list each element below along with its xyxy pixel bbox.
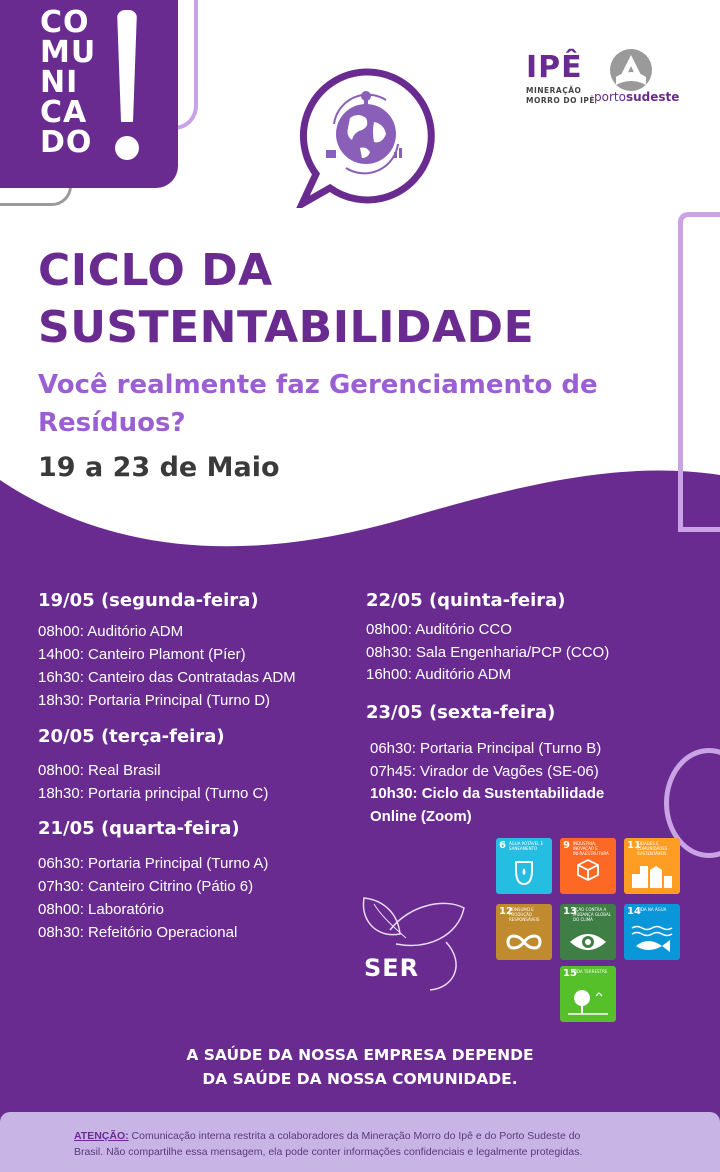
sdg-9-icon	[560, 838, 616, 894]
ipe-logo-sub2: MORRO DO IPÊ	[526, 96, 595, 105]
schedule-item: 10h30: Ciclo da Sustentabilidade	[370, 785, 605, 802]
badge-line-4: CA	[40, 95, 88, 130]
schedule-item: 07h30: Canteiro Citrino (Pátio 6)	[38, 878, 254, 895]
schedule-item: 07h45: Virador de Vagões (SE-06)	[370, 763, 599, 780]
sdg-12-icon	[496, 904, 552, 960]
notice-text-2: Brasil. Não compartilhe essa mensagem, ela pode conter informações confidenciais e legalmente protegidas.	[74, 1146, 583, 1158]
day-heading: 21/05 (quarta-feira)	[38, 818, 240, 839]
page-title-line-2: SUSTENTABILIDADE	[38, 302, 535, 353]
schedule-item: 08h00: Auditório ADM	[38, 623, 184, 640]
day-heading: 19/05 (segunda-feira)	[38, 590, 259, 611]
decorative-frame	[678, 212, 720, 532]
page-title-line-1: CICLO DA	[38, 245, 273, 296]
badge-line-2: MU	[40, 35, 97, 70]
schedule-item: 18h30: Portaria principal (Turno C)	[38, 785, 269, 802]
sdg-number: 6	[499, 840, 506, 851]
sdg-number: 14	[627, 906, 641, 917]
badge-line-3: NI	[40, 65, 79, 100]
day-heading: 20/05 (terça-feira)	[38, 726, 225, 747]
sdg-label: CONSUMO E PRODUÇÃO RESPONSÁVEIS	[509, 907, 540, 922]
sdg-label: CIDADES E COMUNIDADES SUSTENTÁVEIS	[637, 841, 668, 856]
confidentiality-notice	[74, 1128, 674, 1160]
sdg-label: VIDA TERRESTRE	[573, 969, 608, 974]
ps-word-a: porto	[594, 90, 626, 104]
sdg-label: AÇÃO CONTRA A MUDANÇA GLOBAL DO CLIMA	[573, 907, 611, 922]
motto-line-1: A SAÚDE DA NOSSA EMPRESA DEPENDE	[186, 1046, 534, 1064]
badge-line-1: CO	[40, 5, 90, 40]
day-heading: 23/05 (sexta-feira)	[366, 702, 556, 723]
page-subtitle: Você realmente faz Gerenciamento de Resíduos?	[38, 370, 598, 438]
day-heading: 22/05 (quinta-feira)	[366, 590, 566, 611]
sdg-6-icon	[496, 838, 552, 894]
notice-text-1: Comunicação interna restrita a colaboradores da Mineração Morro do Ipê e do Porto Sudeste do	[128, 1130, 581, 1142]
sustainability-globe-icon	[294, 66, 436, 208]
sdg-label: VIDA NA ÁGUA	[637, 907, 667, 912]
schedule-item: Online (Zoom)	[370, 808, 472, 825]
sdg-number: 9	[563, 840, 570, 851]
ps-word-b: sudeste	[625, 90, 680, 104]
exclamation-dot-icon	[115, 136, 139, 160]
schedule-item: 08h30: Refeitório Operacional	[38, 924, 238, 941]
schedule-item: 18h30: Portaria Principal (Turno D)	[38, 692, 271, 709]
schedule-item: 06h30: Portaria Principal (Turno B)	[370, 740, 602, 757]
sdg-label: ÁGUA POTÁVEL E SANEAMENTO	[509, 841, 544, 851]
schedule-item: 08h30: Sala Engenharia/PCP (CCO)	[366, 644, 610, 661]
ipe-logo: IPÊ	[526, 50, 583, 85]
porto-sudeste-icon	[608, 47, 654, 93]
ipe-logo-sub: MINERAÇÃO	[526, 86, 582, 95]
porto-sudeste-logo	[594, 90, 679, 104]
sdg-15-icon	[560, 966, 616, 1022]
sdg-number: 12	[499, 906, 513, 917]
ser-label: SER	[364, 954, 420, 982]
sdg-label: INDÚSTRIA, INOVAÇÃO E INFRAESTRUTURA	[573, 841, 609, 856]
schedule-item: 08h00: Real Brasil	[38, 762, 161, 779]
sdg-11-icon	[624, 838, 680, 894]
sdg-14-icon	[624, 904, 680, 960]
event-dates: 19 a 23 de Maio	[38, 452, 280, 483]
schedule-item: 16h30: Canteiro das Contratadas ADM	[38, 669, 296, 686]
badge-line-5: DO	[40, 125, 93, 160]
schedule-item: 08h00: Auditório CCO	[366, 621, 512, 638]
schedule-item: 16h00: Auditório ADM	[366, 666, 512, 683]
motto-line-2: DA SAÚDE DA NOSSA COMUNIDADE.	[202, 1070, 518, 1088]
schedule-item: 14h00: Canteiro Plamont (Píer)	[38, 646, 246, 663]
sdg-number: 13	[563, 906, 577, 917]
sdg-number: 11	[627, 840, 641, 851]
notice-label: ATENÇÃO:	[74, 1130, 129, 1142]
schedule-item: 08h00: Laboratório	[38, 901, 164, 918]
sdg-number: 15	[563, 968, 577, 979]
sdg-13-icon	[560, 904, 616, 960]
schedule-item: 06h30: Portaria Principal (Turno A)	[38, 855, 269, 872]
